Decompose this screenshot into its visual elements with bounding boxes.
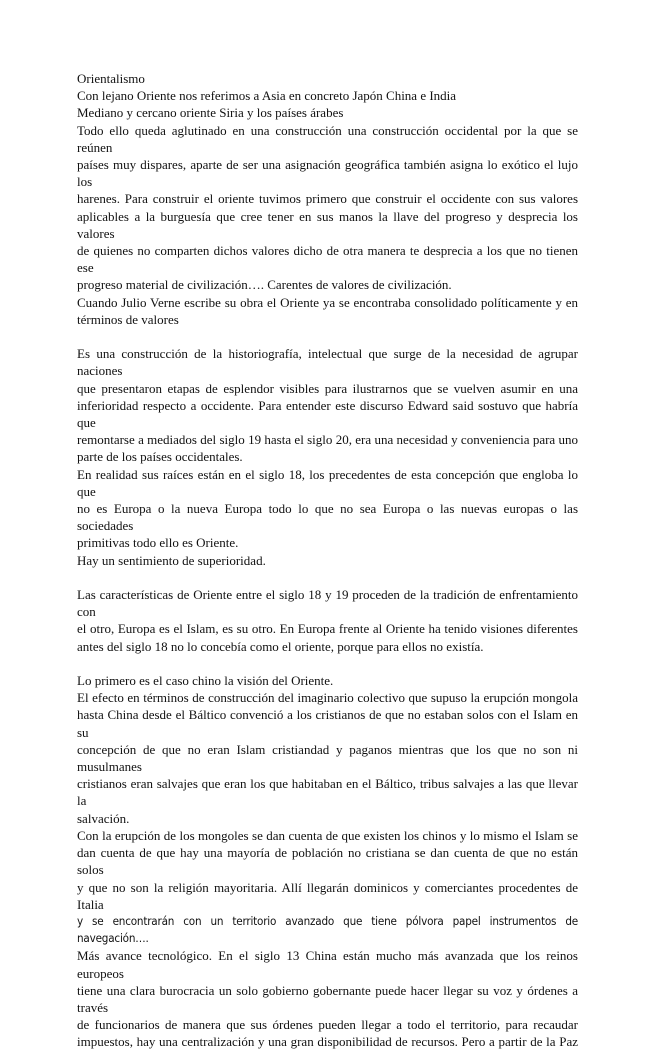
blank-line: [77, 569, 578, 586]
text-line: El efecto en términos de construcción del imaginario colectivo que supuso la erupción mongola: [77, 690, 578, 706]
text-line: Más avance tecnológico. En el siglo 13 China están mucho más avanzada que los reinos europeos: [77, 948, 578, 981]
text-line: Es una construcción de la historiografía, intelectual que surge de la necesidad de agrupar naciones: [77, 346, 578, 379]
text-line: progreso material de civilización…. Carentes de valores de civilización.: [77, 277, 452, 293]
text-line: países muy dispares, aparte de ser una asignación geográfica también asigna lo exótico el lujo los: [77, 157, 578, 190]
text-line: Con la erupción de los mongoles se dan cuenta de que existen los chinos y lo mismo el Islam se: [77, 827, 578, 843]
text-line: hasta China desde el Báltico convenció a los cristianos de que no estaban solos con el Islam en su: [77, 707, 578, 740]
text-line: términos de valores: [77, 311, 179, 327]
text-line: de funcionarios de manera que sus órdenes pueden llegar a todo el territorio, para recaudar: [77, 1017, 578, 1033]
text-line: primitivas todo ello es Oriente.: [77, 535, 239, 551]
text-line: y que no son la religión mayoritaria. Allí llegarán dominicos y comerciantes procedentes de Italia: [77, 879, 578, 912]
text-line: salvación.: [77, 810, 130, 826]
text-line: inferioridad respecto a occidente. Para entender este discurso Edward said sostuvo que habría que: [77, 397, 578, 431]
text-line: de quienes no comparten dichos valores dicho de otra manera te desprecia a los que no tienen ese: [77, 243, 578, 276]
text-line: harenes. Para construir el oriente tuvimos primero que construir el occidente con sus valores: [77, 191, 578, 207]
text-line: Mediano y cercano oriente Siria y los países árabes: [77, 105, 344, 121]
text-line: antes del siglo 18 no lo concebía como el oriente, porque para ellos no existía.: [77, 638, 484, 654]
text-line: En realidad sus raíces están en el siglo 18, los precedentes de esta concepción que engloba lo que: [77, 466, 578, 499]
text-line: no es Europa o la nueva Europa todo lo que no sea Europa o las nuevas europas o las sociedades: [77, 501, 578, 534]
text-line: que presentaron etapas de esplendor visibles para ilustrarnos que se vuelven asumir en una: [77, 380, 578, 396]
text-line: Lo primero es el caso chino la visión del Oriente.: [77, 673, 334, 689]
text-line: y se encontrarán con un territorio avanzado que tiene pólvora papel instrumentos de navegación….: [77, 913, 578, 946]
text-line: dan cuenta de que hay una mayoría de población no cristiana se dan cuenta de que no están solos: [77, 845, 578, 878]
text-line: Cuando Julio Verne escribe su obra el Oriente ya se encontraba consolidado políticamente y en: [77, 294, 578, 310]
text-line: Todo ello queda aglutinado en una construcción una construcción occidental por la que se reúnen: [77, 122, 578, 155]
text-line: parte de los países occidentales.: [77, 449, 243, 465]
text-line: Hay un sentimiento de superioridad.: [77, 552, 266, 568]
text-line: cristianos eran salvajes que eran los que habitaban en el Báltico, tribus salvajes a las que llevar la: [77, 776, 578, 809]
text-line: impuestos, hay una centralización y una gran disponibilidad de recursos. Pero a partir de la Paz: [77, 1034, 578, 1050]
document-title: Orientalismo: [77, 71, 145, 86]
text-line: aplicables a la burguesía que cree tener en sus manos la llave del progreso y desprecia los valores: [77, 208, 578, 241]
text-line: Las características de Oriente entre el siglo 18 y 19 proceden de la tradición de enfrentamiento con: [77, 587, 578, 620]
text-line: concepción de que no eran Islam cristiandad y paganos mientras que los que no son ni musulmanes: [77, 741, 578, 775]
text-line: el otro, Europa es el Islam, es su otro. En Europa frente al Oriente ha tenido visiones diferentes: [77, 621, 578, 637]
blank-line: [77, 655, 578, 672]
text-line: remontarse a mediados del siglo 19 hasta el siglo 20, era una necesidad y conveniencia para uno: [77, 432, 578, 448]
text-line: Con lejano Oriente nos referimos a Asia en concreto Japón China e India: [77, 88, 457, 104]
text-line: tiene una clara burocracia un solo gobierno gobernante puede hacer llegar su voz y órdenes a través: [77, 982, 578, 1015]
blank-line: [77, 328, 578, 345]
